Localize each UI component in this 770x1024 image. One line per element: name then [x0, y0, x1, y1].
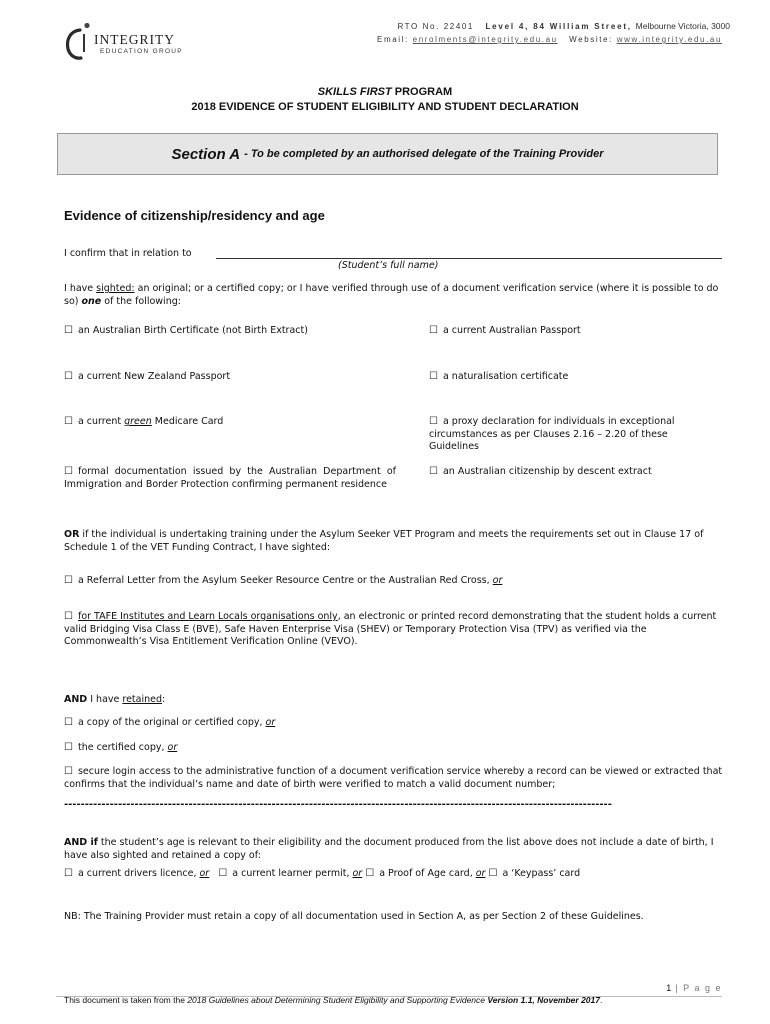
option-medicare-card[interactable]: [64, 416, 396, 429]
sighted-one: one: [81, 295, 102, 307]
checkbox-icon[interactable]: ☐: [64, 742, 73, 753]
option-tafe-record[interactable]: [64, 611, 728, 649]
tafe-underlined: for TAFE Institutes and Learn Locals organisations only: [77, 611, 338, 622]
header-contact-line: [377, 35, 722, 44]
or-underlined: or: [475, 868, 486, 879]
age-text: the student’s age is relevant to their eligibility and the document produced from the list above does not include a date of birth, I have also sighted and retained a copy of:: [64, 837, 714, 861]
footer-pre: This document is taken from the: [64, 995, 188, 1005]
option-label: the certified copy,: [77, 742, 168, 753]
dashed-divider: ------------------------------------------------------------------------------------------------------------------------------------: [64, 799, 612, 810]
and-if-label: AND if: [64, 837, 98, 848]
or-underlined: or: [167, 742, 178, 753]
retained-pre: I have: [87, 694, 123, 705]
or-underlined: or: [352, 868, 363, 879]
retained-underlined: retained: [122, 694, 162, 705]
retained-heading: [64, 694, 165, 707]
logo-subtitle: EDUCATION GROUP: [100, 48, 183, 55]
page-label: P a g e: [683, 983, 722, 993]
option-label: , an electronic or printed record demonstrating that the student holds a current valid Bridging Visa Class E (BVE), Safe Haven Enterprise Visa (SHEV) or Temporary Protection Visa (TPV) as verified via the Commonwealth’s Visa Entitlement Verification Online (VEVO).: [64, 611, 717, 647]
or-label: OR: [64, 529, 80, 540]
option-label: a proxy declaration for individuals in exceptional circumstances as per Clauses 2.16 – 2.20 of these Guidelines: [429, 416, 675, 452]
option-naturalisation[interactable]: [429, 371, 729, 384]
or-underlined: or: [265, 717, 276, 728]
age-documents-row: [64, 868, 728, 881]
option-label: formal documentation issued by the Australian Department of Immigration and Border Protection confirming permanent residence: [64, 466, 396, 490]
city-address: Melbourne Victoria, 3000: [635, 21, 730, 31]
and-label: AND: [64, 694, 88, 705]
footer-post: .: [599, 995, 603, 1005]
option-copy-original[interactable]: [64, 717, 275, 730]
street-address: Level 4, 84 William Street,: [485, 22, 632, 31]
checkbox-icon[interactable]: ☐: [429, 325, 438, 336]
option-certified-copy[interactable]: [64, 742, 177, 755]
retained-post: :: [162, 694, 166, 705]
option-label: a current Australian Passport: [442, 325, 581, 336]
page-num: 1: [666, 983, 672, 993]
option-label: a current: [77, 416, 125, 427]
checkbox-icon[interactable]: ☐: [64, 466, 73, 477]
or-underlined: or: [492, 575, 503, 586]
program-title: [0, 86, 770, 98]
checkbox-icon[interactable]: ☐: [64, 416, 73, 427]
page-sep: |: [671, 983, 684, 993]
confirm-text: I confirm that in relation to: [64, 248, 192, 259]
sighted-paragraph: [64, 283, 726, 308]
option-label: secure login access to the administrative function of a document verification service whereby a record can be viewed or extracted that confirms that the individual’s name and date of birth were verified to match a valid document number;: [64, 766, 723, 790]
checkbox-icon[interactable]: ☐: [64, 717, 73, 728]
footer-version: Version 1.1, November 2017: [485, 995, 600, 1005]
option-drivers-licence[interactable]: a current drivers licence,: [77, 868, 200, 879]
checkbox-icon[interactable]: ☐: [218, 868, 228, 879]
asylum-seeker-paragraph: [64, 529, 724, 554]
option-label: a Referral Letter from the Asylum Seeker Resource Centre or the Australian Red Cross,: [77, 575, 493, 586]
option-keypass[interactable]: a ‘Keypass’ card: [502, 868, 581, 879]
option-referral-letter[interactable]: [64, 575, 724, 588]
nb-note: NB: The Training Provider must retain a copy of all documentation used in Section A, as per Section 2 of these Guidelines.: [64, 911, 644, 922]
header-address-line: [397, 21, 730, 31]
option-au-passport[interactable]: [429, 325, 729, 338]
sighted-post: of the following:: [101, 295, 181, 307]
section-a-subtitle: - To be completed by an authorised delegate of the Training Provider: [244, 148, 604, 160]
page-number: [666, 983, 722, 993]
sighted-mid: an original; or a certified copy; or I have verified through use of a document verification service (where it is possible to do so): [64, 283, 719, 307]
option-learner-permit[interactable]: a current learner permit,: [232, 868, 353, 879]
checkbox-icon[interactable]: ☐: [64, 868, 73, 879]
checkbox-icon[interactable]: ☐: [64, 575, 73, 586]
checkbox-icon[interactable]: ☐: [64, 371, 73, 382]
or-underlined: or: [199, 868, 210, 879]
option-immigration-docs[interactable]: [64, 466, 396, 491]
option-label: a copy of the original or certified copy,: [77, 717, 266, 728]
email-label: Email:: [377, 35, 409, 44]
option-label: a current New Zealand Passport: [77, 371, 231, 382]
checkbox-icon[interactable]: ☐: [64, 611, 73, 622]
student-name-field[interactable]: [216, 258, 722, 259]
student-name-caption: (Student’s full name): [338, 260, 439, 271]
sighted-pre: I have: [64, 283, 97, 294]
document-title: 2018 EVIDENCE OF STUDENT ELIGIBILITY AND STUDENT DECLARATION: [191, 101, 579, 113]
website-label: Website:: [569, 35, 613, 44]
footer-note: [64, 995, 602, 1005]
option-label: a naturalisation certificate: [442, 371, 569, 382]
age-paragraph: [64, 837, 728, 862]
section-heading: Evidence of citizenship/residency and age: [64, 208, 325, 223]
sighted-underlined: sighted:: [96, 283, 135, 294]
integrity-logo: [64, 22, 194, 62]
checkbox-icon[interactable]: ☐: [429, 371, 438, 382]
checkbox-icon[interactable]: ☐: [488, 868, 498, 879]
option-citizenship-descent[interactable]: [429, 466, 729, 479]
checkbox-icon[interactable]: ☐: [365, 868, 375, 879]
section-a-banner: [57, 133, 718, 175]
asylum-text: if the individual is undertaking training under the Asylum Seeker VET Program and meets the requirements set out in Clause 17 of Schedule 1 of the VET Funding Contract, I have sighted:: [64, 529, 704, 553]
checkbox-icon[interactable]: ☐: [64, 766, 73, 777]
logo-name: INTEGRITY: [94, 32, 175, 47]
option-birth-certificate[interactable]: [64, 325, 396, 338]
checkbox-icon[interactable]: ☐: [64, 325, 73, 336]
checkbox-icon[interactable]: ☐: [429, 416, 438, 427]
option-nz-passport[interactable]: [64, 371, 396, 384]
website-link[interactable]: www.integrity.edu.au: [616, 35, 722, 44]
program-name: SKILLS FIRST: [317, 86, 392, 98]
option-proxy-declaration[interactable]: [429, 416, 719, 454]
rto-number: RTO No. 22401: [397, 22, 474, 31]
option-secure-login[interactable]: [64, 766, 724, 791]
checkbox-icon[interactable]: ☐: [429, 466, 438, 477]
option-label: an Australian citizenship by descent extract: [442, 466, 652, 477]
option-label-rest: Medicare Card: [151, 416, 224, 427]
option-green: green: [124, 416, 152, 427]
option-label: an Australian Birth Certificate (not Birth Extract): [77, 325, 308, 336]
footer-guidelines: 2018 Guidelines about Determining Student Eligibility and Supporting Evidence: [187, 995, 486, 1005]
program-suffix: PROGRAM: [391, 86, 453, 98]
email-link[interactable]: enrolments@integrity.edu.au: [412, 35, 558, 44]
option-proof-of-age[interactable]: a Proof of Age card,: [379, 868, 476, 879]
section-a-label: Section A: [171, 145, 241, 163]
